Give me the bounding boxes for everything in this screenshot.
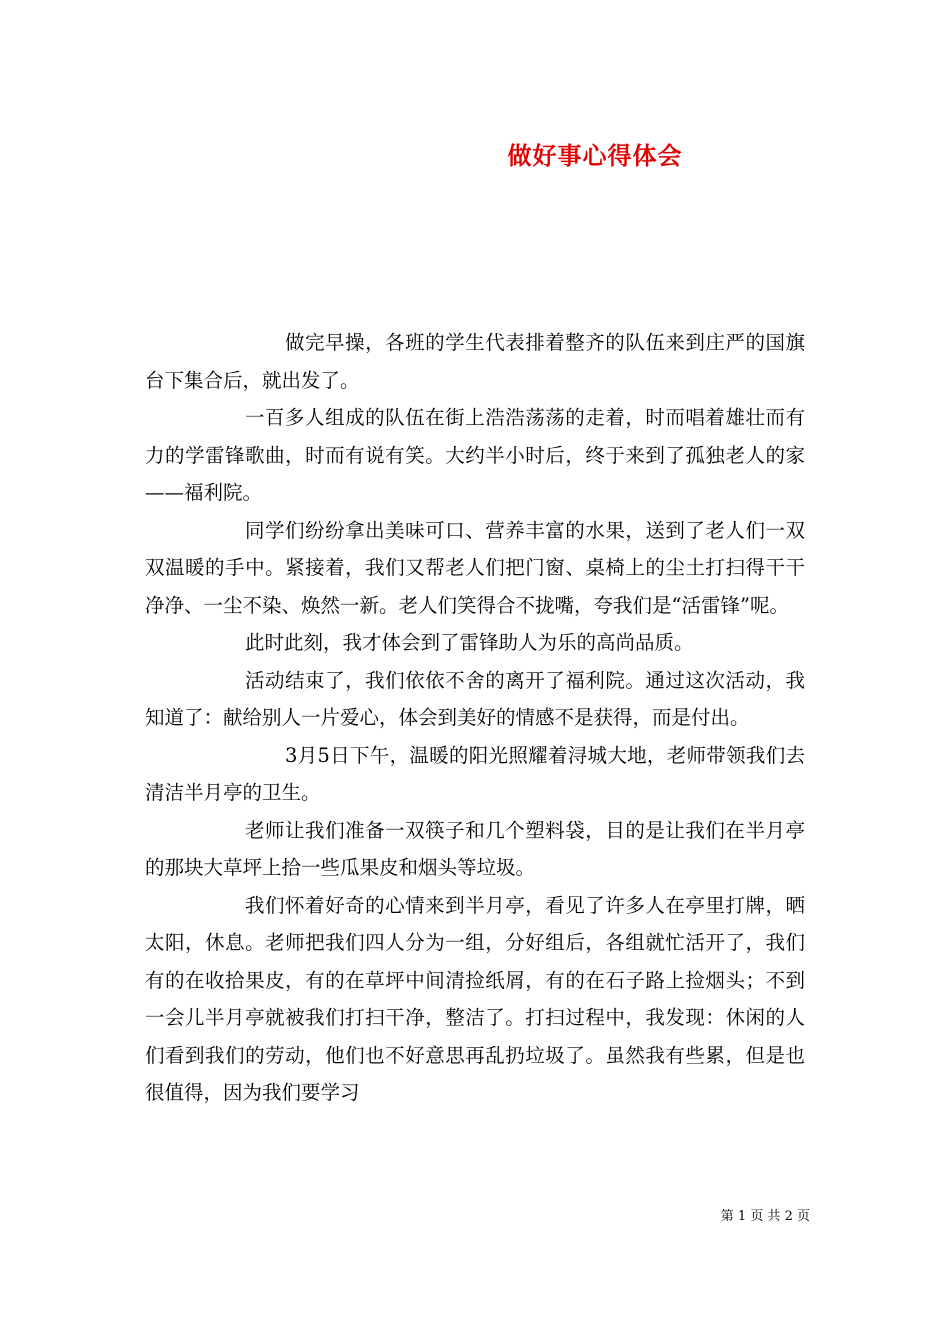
document-body [145,324,805,1112]
paragraph: 老师让我们准备一双筷子和几个塑料袋，目的是让我们在半月亭的那块大草坪上拾一些瓜果皮和烟头等垃圾。 [145,818,805,879]
paragraph: 同学们纷纷拿出美味可口、营养丰富的水果，送到了老人们一双双温暖的手中。紧接着，我们又帮老人们把门窗、桌椅上的尘土打扫得干干净净、一尘不染、焕然一新。老人们笑得合不拢嘴，夸我们是“活雷锋”呢。 [145,518,805,617]
paragraph: 做完早操，各班的学生代表排着整齐的队伍来到庄严的国旗台下集合后，就出发了。 [145,331,805,392]
paragraph: 3月5日下午，温暖的阳光照耀着浔城大地，老师带领我们去清洁半月亭的卫生。 [145,743,805,804]
page-title: 做好事心得体会 [507,141,683,170]
page-number: 第 1 页 共 2 页 [720,1209,810,1224]
paragraph: 一百多人组成的队伍在街上浩浩荡荡的走着，时而唱着雄壮而有力的学雷锋歌曲，时而有说有笑。大约半小时后，终于来到了孤独老人的家——福利院。 [145,406,805,504]
paragraph: 我们怀着好奇的心情来到半月亭，看见了许多人在亭里打牌，晒太阳，休息。老师把我们四人分为一组，分好组后，各组就忙活开了，我们有的在收拾果皮，有的在草坪中间清捡纸屑，有的在石子路上捡烟头；不到一会儿半月亭就被我们打扫干净，整洁了。打扫过程中，我发现：休闲的人们看到我们的劳动，他们也不好意思再乱扔垃圾了。虽然我有些累，但是也很值得，因为我们要学习 [145,893,805,1104]
paragraph: 此时此刻，我才体会到了雷锋助人为乐的高尚品质。 [245,631,694,654]
paragraph: 活动结束了，我们依依不舍的离开了福利院。通过这次活动，我知道了：献给别人一片爱心，体会到美好的情感不是获得，而是付出。 [145,668,805,729]
